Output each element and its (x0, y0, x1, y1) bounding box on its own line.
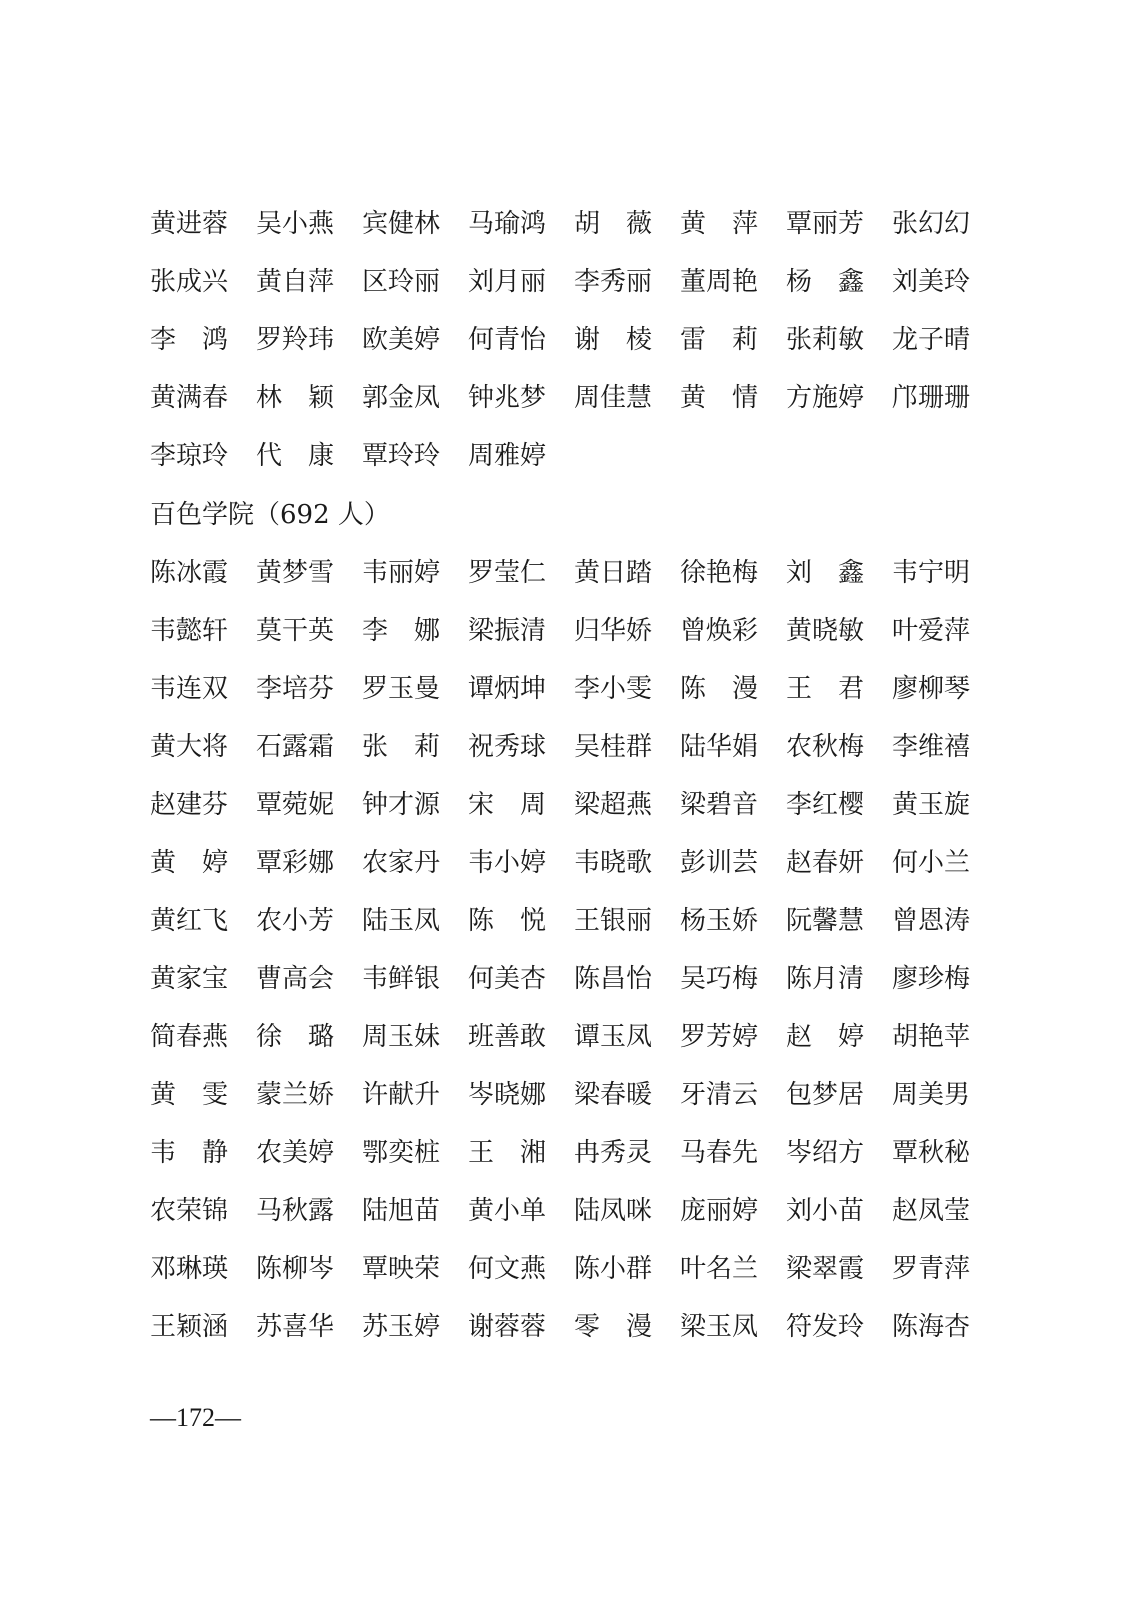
name-row (150, 1133, 970, 1173)
person-name: 简春燕 (150, 1022, 229, 1052)
person-name: 韦懿轩 (150, 616, 229, 646)
person-name: 钟才源 (362, 790, 441, 820)
person-name: 张莉敏 (786, 325, 865, 355)
name-row (150, 1017, 970, 1057)
person-name: 黄小单 (468, 1196, 547, 1226)
person-name: 陆华娟 (680, 732, 759, 762)
person-name: 班善敢 (468, 1022, 547, 1052)
person-name: 廖珍梅 (892, 964, 971, 994)
person-name: 刘 鑫 (786, 558, 864, 588)
person-name: 黄 雯 (150, 1080, 228, 1110)
person-name: 符发玲 (786, 1312, 865, 1342)
person-name: 鄂奕桩 (362, 1138, 441, 1168)
person-name: 彭训芸 (680, 848, 759, 878)
person-name: 黄家宝 (150, 964, 229, 994)
name-row (150, 436, 970, 476)
person-name: 阮馨慧 (786, 906, 865, 936)
person-name: 罗青萍 (892, 1254, 971, 1284)
person-name: 周美男 (892, 1080, 971, 1110)
person-name: 徐 璐 (256, 1022, 334, 1052)
person-name: 陈柳岑 (256, 1254, 335, 1284)
person-name: 胡 薇 (574, 209, 652, 239)
person-name: 陈月清 (786, 964, 865, 994)
person-name: 周佳慧 (574, 383, 653, 413)
name-row (150, 378, 970, 418)
person-name: 石露霜 (256, 732, 335, 762)
person-name: 张 莉 (362, 732, 440, 762)
person-name: 牙清云 (680, 1080, 759, 1110)
person-name: 韦鲜银 (362, 964, 441, 994)
person-name: 周玉妹 (362, 1022, 441, 1052)
name-row (150, 553, 970, 593)
person-name: 陈 漫 (680, 674, 758, 704)
person-name: 林 颖 (256, 383, 334, 413)
person-name: 罗玉曼 (362, 674, 441, 704)
person-name: 黄玉旋 (892, 790, 971, 820)
person-name: 梁春暖 (574, 1080, 653, 1110)
person-name: 宋 周 (468, 790, 546, 820)
person-name: 雷 莉 (680, 325, 758, 355)
person-name: 陆旭苗 (362, 1196, 441, 1226)
person-name: 代 康 (256, 441, 334, 471)
person-name: 张幻幻 (892, 209, 971, 239)
person-name: 冉秀灵 (574, 1138, 653, 1168)
person-name: 刘月丽 (468, 267, 547, 297)
name-row (150, 727, 970, 767)
person-name: 陈昌怡 (574, 964, 653, 994)
person-name: 黄 情 (680, 383, 758, 413)
person-name: 马秋露 (256, 1196, 335, 1226)
person-name: 陈海杏 (892, 1312, 971, 1342)
person-name: 归华娇 (574, 616, 653, 646)
person-name: 何小兰 (892, 848, 971, 878)
person-name: 邝珊珊 (892, 383, 971, 413)
person-name: 农荣锦 (150, 1196, 229, 1226)
name-row (150, 204, 970, 244)
person-name: 叶名兰 (680, 1254, 759, 1284)
name-row (150, 843, 970, 883)
person-name: 叶爱萍 (892, 616, 971, 646)
person-name: 邓琳瑛 (150, 1254, 229, 1284)
person-name: 陆玉凤 (362, 906, 441, 936)
person-name: 王颖涵 (150, 1312, 229, 1342)
person-name: 谢 棱 (574, 325, 652, 355)
person-name: 何青怡 (468, 325, 547, 355)
name-row (150, 1191, 970, 1231)
person-name: 农秋梅 (786, 732, 865, 762)
name-row (150, 901, 970, 941)
name-row (150, 262, 970, 302)
person-name: 李红樱 (786, 790, 865, 820)
person-name: 王银丽 (574, 906, 653, 936)
person-name: 杨玉娇 (680, 906, 759, 936)
person-name: 覃菀妮 (256, 790, 335, 820)
person-name: 韦连双 (150, 674, 229, 704)
person-name: 李维禧 (892, 732, 971, 762)
name-row (150, 1249, 970, 1289)
person-name: 梁振清 (468, 616, 547, 646)
person-name: 陈小群 (574, 1254, 653, 1284)
person-name: 李 娜 (362, 616, 440, 646)
person-name: 黄进蓉 (150, 209, 229, 239)
person-name: 方施婷 (786, 383, 865, 413)
person-name: 梁玉凤 (680, 1312, 759, 1342)
person-name: 陆凤咪 (574, 1196, 653, 1226)
name-row (150, 611, 970, 651)
person-name: 韦丽婷 (362, 558, 441, 588)
person-name: 黄自萍 (256, 267, 335, 297)
name-row (150, 959, 970, 999)
person-name: 罗莹仁 (468, 558, 547, 588)
person-name: 王 君 (786, 674, 864, 704)
person-name: 曾焕彩 (680, 616, 759, 646)
person-name: 庞丽婷 (680, 1196, 759, 1226)
person-name: 祝秀球 (468, 732, 547, 762)
person-name: 梁碧音 (680, 790, 759, 820)
name-row (150, 785, 970, 825)
person-name: 刘美玲 (892, 267, 971, 297)
person-name: 李 鸿 (150, 325, 228, 355)
person-name: 韦小婷 (468, 848, 547, 878)
person-name: 谭炳坤 (468, 674, 547, 704)
person-name: 梁超燕 (574, 790, 653, 820)
person-name: 黄 萍 (680, 209, 758, 239)
person-name: 吴小燕 (256, 209, 335, 239)
person-name: 曹高会 (256, 964, 335, 994)
person-name: 黄梦雪 (256, 558, 335, 588)
person-name: 吴桂群 (574, 732, 653, 762)
person-name: 赵凤莹 (892, 1196, 971, 1226)
section-heading: 百色学院（692 人） (150, 500, 390, 530)
name-row (150, 1075, 970, 1115)
person-name: 韦 静 (150, 1138, 228, 1168)
person-name: 赵春妍 (786, 848, 865, 878)
person-name: 陈 悦 (468, 906, 546, 936)
person-name: 赵建芬 (150, 790, 229, 820)
person-name: 覃映荣 (362, 1254, 441, 1284)
person-name: 吴巧梅 (680, 964, 759, 994)
person-name: 钟兆梦 (468, 383, 547, 413)
person-name: 赵 婷 (786, 1022, 864, 1052)
person-name: 董周艳 (680, 267, 759, 297)
person-name: 苏玉婷 (362, 1312, 441, 1342)
person-name: 徐艳梅 (680, 558, 759, 588)
person-name: 区玲丽 (362, 267, 441, 297)
person-name: 欧美婷 (362, 325, 441, 355)
person-name: 何文燕 (468, 1254, 547, 1284)
person-name: 蒙兰娇 (256, 1080, 335, 1110)
person-name: 曾恩涛 (892, 906, 971, 936)
person-name: 陈冰霞 (150, 558, 229, 588)
person-name: 黄红飞 (150, 906, 229, 936)
person-name: 梁翠霞 (786, 1254, 865, 1284)
person-name: 李培芬 (256, 674, 335, 704)
person-name: 李秀丽 (574, 267, 653, 297)
person-name: 周雅婷 (468, 441, 547, 471)
person-name: 谢蓉蓉 (468, 1312, 547, 1342)
person-name: 农小芳 (256, 906, 335, 936)
person-name: 李琼玲 (150, 441, 229, 471)
person-name: 何美杏 (468, 964, 547, 994)
person-name: 杨 鑫 (786, 267, 864, 297)
person-name: 苏喜华 (256, 1312, 335, 1342)
person-name: 覃玲玲 (362, 441, 441, 471)
person-name: 廖柳琴 (892, 674, 971, 704)
person-name: 宾健林 (362, 209, 441, 239)
person-name: 黄 婷 (150, 848, 228, 878)
person-name: 覃秋秘 (892, 1138, 971, 1168)
person-name: 郭金凤 (362, 383, 441, 413)
name-row (150, 320, 970, 360)
person-name: 胡艳苹 (892, 1022, 971, 1052)
person-name: 刘小苗 (786, 1196, 865, 1226)
person-name: 黄大将 (150, 732, 229, 762)
person-name: 李小雯 (574, 674, 653, 704)
person-name: 包梦居 (786, 1080, 865, 1110)
person-name: 谭玉凤 (574, 1022, 653, 1052)
person-name: 岑晓娜 (468, 1080, 547, 1110)
person-name: 罗羚玮 (256, 325, 335, 355)
person-name: 莫干英 (256, 616, 335, 646)
person-name: 黄满春 (150, 383, 229, 413)
person-name: 马瑜鸿 (468, 209, 547, 239)
name-row (150, 669, 970, 709)
person-name: 零 漫 (574, 1312, 652, 1342)
person-name: 许献升 (362, 1080, 441, 1110)
person-name: 覃丽芳 (786, 209, 865, 239)
person-name: 覃彩娜 (256, 848, 335, 878)
person-name: 韦宁明 (892, 558, 971, 588)
person-name: 罗芳婷 (680, 1022, 759, 1052)
page-number: —172— (150, 1403, 241, 1432)
person-name: 黄日踏 (574, 558, 653, 588)
person-name: 农家丹 (362, 848, 441, 878)
person-name: 农美婷 (256, 1138, 335, 1168)
person-name: 张成兴 (150, 267, 229, 297)
person-name: 龙子晴 (892, 325, 971, 355)
person-name: 王 湘 (468, 1138, 546, 1168)
person-name: 韦晓歌 (574, 848, 653, 878)
person-name: 岑绍方 (786, 1138, 865, 1168)
name-row (150, 1307, 970, 1347)
person-name: 黄晓敏 (786, 616, 865, 646)
person-name: 马春先 (680, 1138, 759, 1168)
